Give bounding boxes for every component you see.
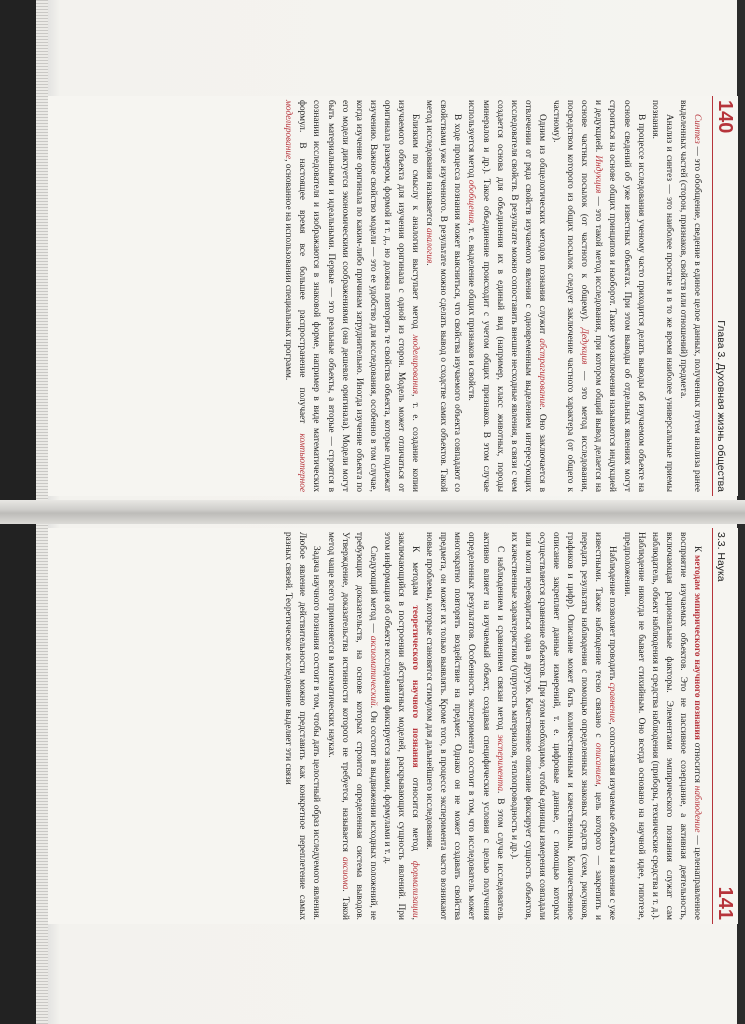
right-page-header — [712, 528, 738, 924]
left-page-body — [281, 96, 712, 496]
left-page-header — [712, 96, 738, 496]
paragraph: К методам теоретического научного познания относится метод формализации, заключающийся в построении абстрактных моделей, раскрывающих сущность явлений. При этом информация об объекте исследования фиксируется знаками, формулами и т. д. — [381, 532, 421, 920]
term: методам эмпирического научного познания — [692, 555, 702, 740]
left-page-area — [48, 96, 738, 496]
term: Синтез — [692, 114, 702, 144]
term: формализации — [410, 860, 421, 918]
term: моделирования — [410, 334, 421, 395]
term: Индукция — [593, 155, 604, 194]
paragraph: Анализ и синтез — это наиболее простые и в то же время наиболее универсальные приемы познания. — [649, 100, 674, 492]
paragraph: К методам эмпирического научного познания относится наблюдение — целенаправленное восприятие изучаемых объектов. Это не пассивное созерцание, а активная деятельность, включающая рациональные факторы. Элементами эмпирического познания служат сам наблюдатель, объект наблюдения и средства наблюдения (приборы, технические средства и т. д.). Наблюдение никогда не бывает стихийным. Оно всегда основано на научной идее, гипотезе, предположении. — [621, 532, 702, 920]
term: абстрагирование — [536, 338, 547, 408]
running-head: 3.3. Наука — [715, 532, 727, 582]
paragraph: В ходе процесса познания может выясниться, что свойства изучаемого объекта совпадают со свойствами уже изученного. В результате можно сделать вывод о сходстве самих объектов. Такой метод исследования называется аналогия. — [424, 100, 463, 492]
term: аксиома — [339, 857, 350, 890]
book-gutter — [0, 500, 745, 524]
running-head: Глава 3. Духовная жизнь общества — [715, 320, 727, 492]
term: обобщения — [466, 179, 477, 224]
page-number: 140 — [714, 100, 736, 134]
paragraph: С наблюдением и сравнением связан метод эксперимента. В этом случае исследователь активно влияет на изучаемый объект, создавая специфические условия с целью получения определенных результатов. Особенность эксперимента состоит в том, что исследователь может многократно повторять воздействие на предмет. Однако он не может создавать свойства предмета, он может их только выявлять. Кроме того, в процессе эксперимента часто возникают новые проблемы, которые становятся стимулом для дальнейшего исследования. — [424, 532, 505, 920]
right-page-area — [48, 528, 738, 924]
paragraph: Синтез — это обобщение, сведение в единое целое данных, полученных путем анализа ранее выделенных частей (сторон, признаков, свойств или отношений) предмета. — [677, 100, 702, 492]
paragraph: Следующий метод — аксиоматический. Он состоит в выдвижении исходных положений, не требующих доказательств, на основе которых строится определенная система выводов. Утверждение, доказательства истинности которого не требуется, называется аксиома. Такой метод чаще всего применяется в математических науках. — [325, 532, 378, 921]
paragraph: Задача научного познания состоит в том, чтобы дать целостный образ исследуемого явления. Любое явление действительности можно представить как конкретное переплетение самых разных связей. Теоретическое исследование выделяет эти связи — [283, 532, 322, 920]
term: эксперимента — [494, 734, 505, 792]
paragraph: Близким по смыслу к аналогии выступает метод моделирования, т. е. создание копии изучаемого объекта для изучения оригинала с одной из сторон. Модель может отличаться от оригинала размером, формой и т. д., но должна повторять те свойства объекта, которые подлежат изучению. Важное свойство модели — это ее удобство для исследования, особенно в том случае, когда изучение оригинала по каким-либо причинам затруднительно. Иногда изучение объекта по его модели диктуется экономическими соображениями (она дешевле оригинала). Модели могут быть материальными и идеальными. Первые — это реальные объекты, а вторые — строятся в сознании исследователя и изображаются в знаковой форме, например в виде математических формул. В настоящее время все большее распространение получает компьютерное моделирование, основанное на использовании специальных программ. — [283, 100, 421, 492]
paragraph: Наблюдение позволяет проводить сравнение, сопоставляя изучаемые объекты и явления с уже известными. Также наблюдение тесно связано с описанием, цель которого — закрепить и передать результаты наблюдения с помощью определенных знаковых средств (схем, рисунков, графиков и цифр). Описание может быть количественным и качественным. Количественное описание закрепляет данные измерений, т. е. цифровые данные, с помощью которых осуществляется сравнение объектов. При этом необходимо, чтобы единицы измерения совпадали или могли переводиться одна в другую. Качественное описание фиксирует сущность объектов, их качественные характеристики (упругость материалов, теплопроводность и др.). — [508, 532, 618, 920]
term: наблюдение — [692, 785, 702, 833]
right-page-body — [281, 528, 712, 924]
paragraph: Одним из общелогических методов познания служит абстрагирование. Оно заключается в отвлечении от ряда свойств изучаемого явления с одновременным выделением интересующих исследователя свойств. В результате можно сопоставить внешне несходные явления, в связи с чем создается основа для объединения их в единый вид (например, класс животных, породы минералов и др.). Такое объединение происходит с учетом общих признаков. В этом случае используется метод обобщения, т. е. выделение общих признаков и свойств. — [466, 100, 547, 492]
term: сравнение — [607, 682, 618, 723]
page-number: 141 — [714, 886, 736, 920]
term: описанием — [593, 742, 604, 785]
term: Дедукция — [579, 327, 590, 365]
term: аксиоматический — [367, 635, 378, 706]
paragraph: В процессе исследования ученому часто приходится делать выводы об изучаемом объекте на основе сведений об уже известных объектах. При этом выводы об отдельных явлениях могут строиться на основе общих принципов и наоборот. Такие умозаключения называются индукцией и дедукцией. Индукция — это такой метод исследования, при котором общий вывод делается на основе частных посылок (от частного к общему). Дедукция — это метод исследования, посредством которого из общих посылок следует заключение частного характера (от общего к частному). — [551, 100, 646, 492]
term: компьютерное моделирование — [283, 100, 308, 492]
left-page — [48, 96, 738, 496]
term: аналогия — [424, 228, 435, 264]
right-page — [48, 528, 738, 924]
term: теоретического научного познания — [410, 605, 421, 768]
